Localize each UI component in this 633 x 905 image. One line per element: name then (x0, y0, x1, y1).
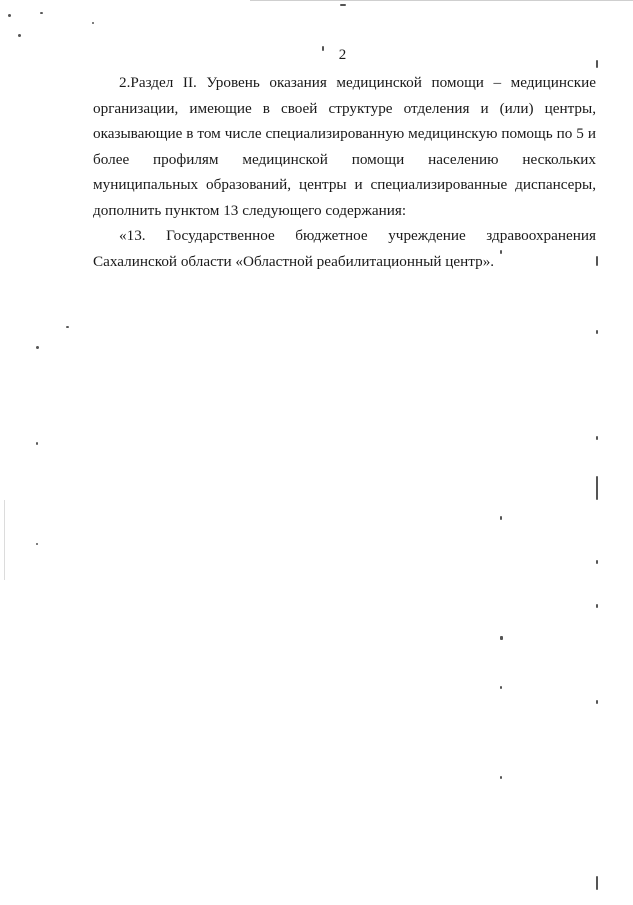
scan-speck (4, 500, 5, 580)
scan-speck (36, 543, 38, 545)
document-body (93, 70, 596, 274)
paragraph-section-amendment: 2.Раздел II. Уровень оказания медицинской помощи – медицинские организации, имеющие в своей структуре отделения и (или) центры, оказывающие в том числе специализированную медицинскую помощь по 5 и более профилям медицинской помощи населению нескольких муниципальных образований, центры и специализированные диспансеры, дополнить пунктом 13 следующего содержания: (93, 74, 596, 219)
scan-speck (500, 250, 502, 254)
scan-speck (500, 686, 502, 689)
scan-speck (596, 876, 598, 890)
scan-speck (596, 604, 598, 608)
scan-speck (92, 22, 94, 24)
scan-speck (36, 442, 38, 445)
scan-speck (596, 476, 598, 500)
scan-speck (40, 12, 43, 14)
paragraph-item-13: «13. Государственное бюджетное учреждение здравоохранения Сахалинской области «Областной реабилитационный центр». (93, 227, 596, 270)
scan-speck (596, 256, 598, 266)
scan-speck (500, 516, 502, 520)
scan-speck (322, 46, 324, 51)
scan-speck (8, 14, 11, 17)
scan-speck (66, 326, 69, 328)
scan-speck (596, 436, 598, 440)
scan-speck (500, 776, 502, 779)
scan-speck (596, 560, 598, 564)
scan-speck (340, 4, 346, 6)
scan-speck (18, 34, 21, 37)
scan-speck (36, 346, 39, 349)
page-number: 2 (338, 47, 347, 63)
scan-speck (596, 700, 598, 704)
scan-speck (596, 330, 598, 334)
scan-top-edge (250, 0, 633, 1)
scan-speck (500, 636, 503, 640)
scan-speck (596, 60, 598, 68)
